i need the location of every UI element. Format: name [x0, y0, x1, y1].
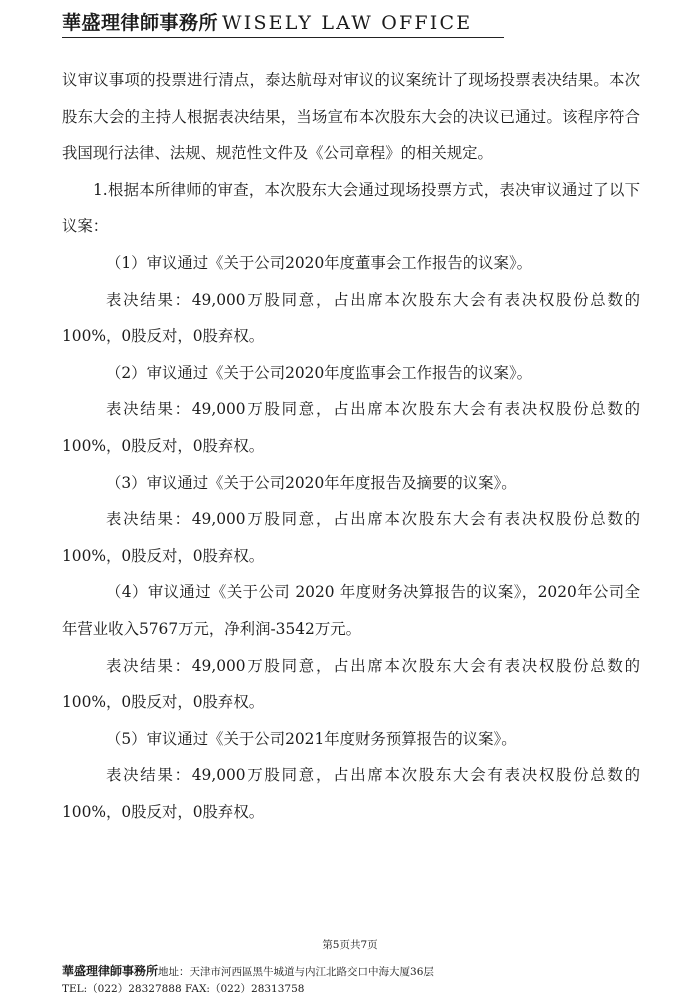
resolution-1-result: 表决结果：49,000万股同意，占出席本次股东大会有表决权股份总数的100%，0股反对，0股弃权。 [62, 290, 640, 346]
paragraph-resolutions-intro: 1.根据本所律师的审查，本次股东大会通过现场投票方式，表决审议通过了以下议案： [62, 180, 640, 236]
resolution-1-title: （1）审议通过《关于公司2020年度董事会工作报告的议案》。 [106, 253, 533, 272]
letterhead-underline [62, 37, 504, 38]
resolution-5-result: 表决结果：49,000万股同意，占出席本次股东大会有表决权股份总数的100%，0股反对，0股弃权。 [62, 766, 640, 821]
footer-address-line [62, 962, 434, 979]
resolution-5-title: （5）审议通过《关于公司2021年度财务预算报告的议案》。 [106, 729, 517, 748]
resolution-2-result: 表决结果：49,000万股同意，占出席本次股东大会有表决权股份总数的100%，0股反对，0股弃权。 [62, 400, 640, 455]
footer-firm-name: 華盛理律師事務所 [62, 964, 159, 978]
firm-name-chinese: 華盛理律師事務所 [62, 12, 219, 34]
resolution-2-title: （2）审议通过《关于公司2020年度监事会工作报告的议案》。 [106, 363, 533, 382]
document-body [62, 62, 640, 830]
resolution-4-title: （4）审议通过《关于公司 2020 年度财务决算报告的议案》，2020年公司全年营业收入5767万元，净利润-3542万元。 [62, 583, 640, 638]
footer-address: 地址：天津市河西區黑牛城道与内江北路交口中海大厦36层 [158, 966, 434, 978]
letterhead [62, 8, 472, 38]
resolution-4-result: 表决结果：49,000万股同意，占出席本次股东大会有表决权股份总数的100%，0股反对，0股弃权。 [62, 656, 640, 712]
page-number: 第5页共7页 [322, 939, 378, 951]
footer-contact-line: TEL:（022）28327888 FAX:（022）28313758 [62, 983, 305, 995]
resolution-3-title: （3）审议通过《关于公司2020年年度报告及摘要的议案》。 [106, 473, 517, 492]
resolution-3-result: 表决结果：49,000万股同意，占出席本次股东大会有表决权股份总数的100%，0股反对，0股弃权。 [62, 510, 640, 565]
paragraph-vote-counting: 议审议事项的投票进行清点，泰达航母对审议的议案统计了现场投票表决结果。本次股东大会的主持人根据表决结果，当场宣布本次股东大会的决议已通过。该程序符合我国现行法律、法规、规范性文件及《公司章程》的相关规定。 [62, 71, 640, 163]
firm-name-english: WISELY LAW OFFICE [222, 12, 473, 34]
